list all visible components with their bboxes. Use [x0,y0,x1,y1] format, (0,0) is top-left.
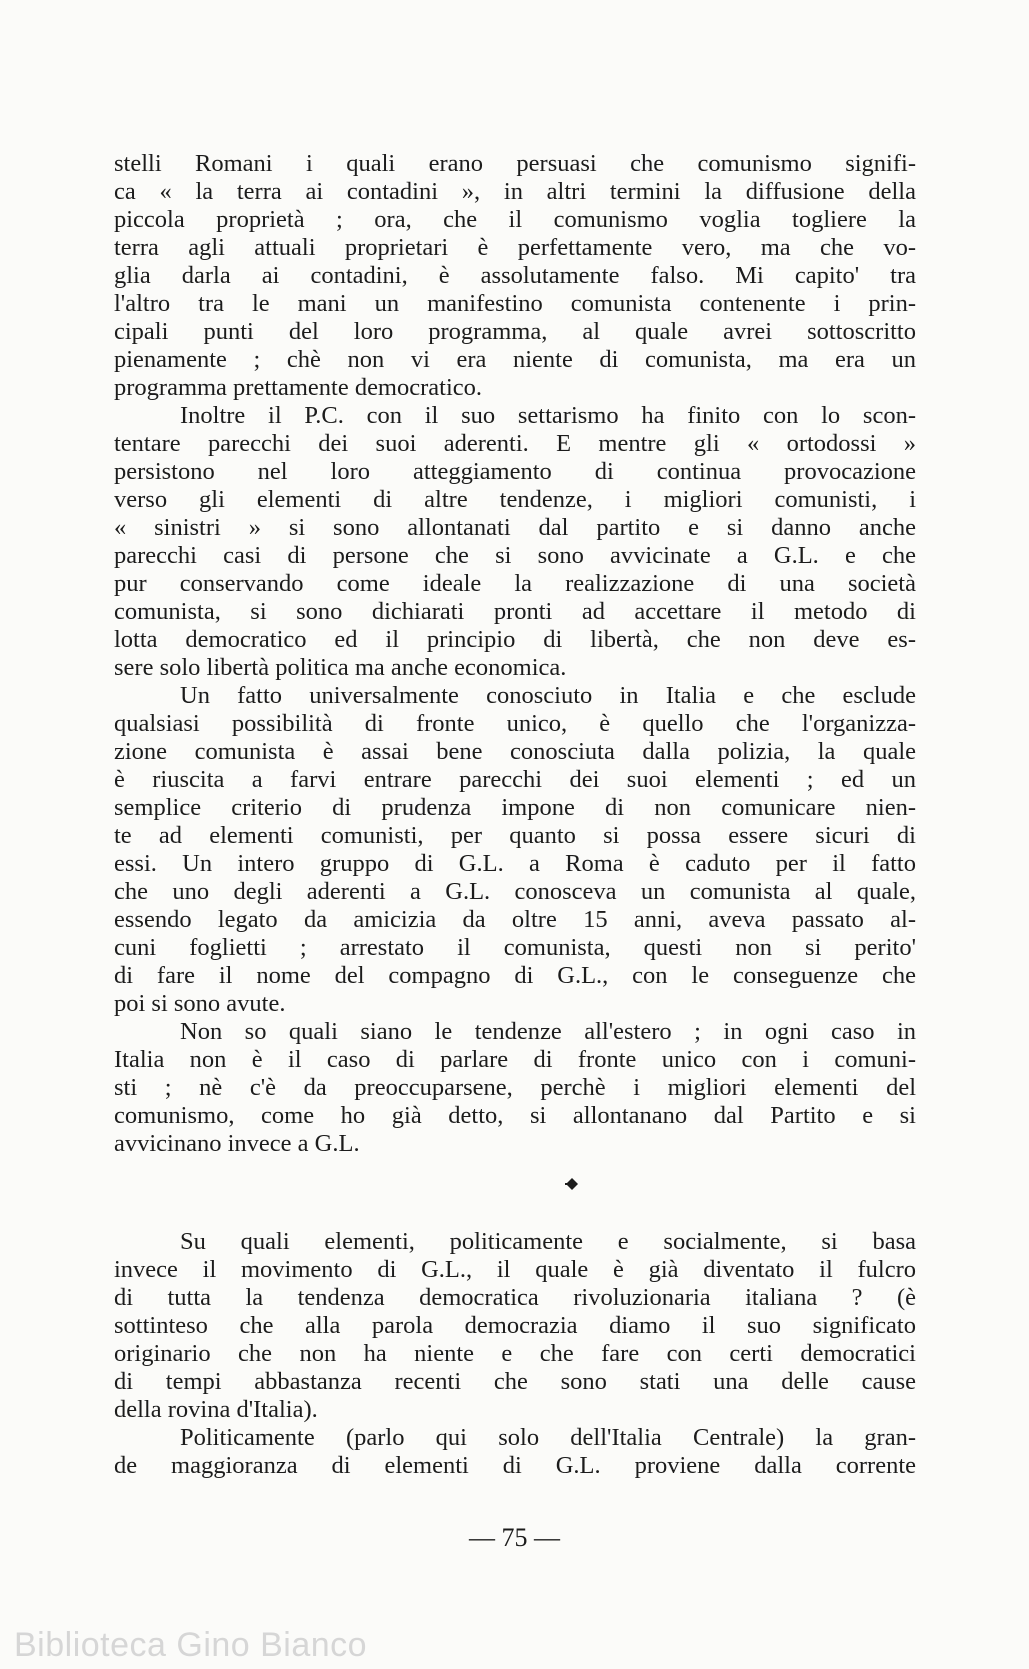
page-number: — 75 — [469,1523,560,1552]
text-line: di tempi abbastanza recenti che sono stati una delle cause [114,1368,916,1395]
text-section-1 [114,150,916,1018]
watermark: Biblioteca Gino Bianco [14,1626,368,1664]
text-line: comunista, si sono dichiarati pronti ad accettare il metodo di [114,598,916,625]
text-line: sottinteso che alla parola democrazia diamo il suo significato [114,1312,916,1339]
text-line: pur conservando come ideale la realizzazione di una società [114,570,916,597]
text-line: persistono nel loro atteggiamento di continua provocazione [114,458,916,485]
text-line: Non so quali siano le tendenze all'estero ; in ogni caso in [180,1018,916,1045]
text-line: terra agli attuali proprietari è perfettamente vero, ma che vo- [114,234,916,261]
text-line: di tutta la tendenza democratica rivoluzionaria italiana ? (è [114,1284,916,1311]
text-line: lotta democratico ed il principio di libertà, che non deve es- [114,626,916,653]
text-line: zione comunista è assai bene conosciuta dalla polizia, la quale [114,738,916,765]
text-line: essi. Un intero gruppo di G.L. a Roma è caduto per il fatto [114,850,916,877]
text-line: cipali punti del loro programma, al quale avrei sottoscritto [114,318,916,345]
text-line: te ad elementi comunisti, per quanto si possa essere sicuri di [114,822,916,849]
text-line: della rovina d'Italia). [114,1396,318,1423]
text-line: « sinistri » si sono allontanati dal partito e si danno anche [114,514,916,541]
text-line: parecchi casi di persone che si sono avvicinate a G.L. e che [114,542,916,569]
text-line: cuni foglietti ; arrestato il comunista, questi non si perito' [114,934,916,961]
text-line: invece il movimento di G.L., il quale è già diventato il fulcro [114,1256,916,1283]
text-section-2 [114,1018,916,1158]
text-line: originario che non ha niente e che fare con certi democratici [114,1340,916,1367]
text-line: che uno degli aderenti a G.L. conosceva un comunista al quale, [114,878,916,905]
text-line: Un fatto universalmente conosciuto in Italia e che esclude [180,682,916,709]
text-line: ca « la terra ai contadini », in altri termini la diffusione della [114,178,916,205]
text-section-3 [114,1228,916,1480]
text-line: essendo legato da amicizia da oltre 15 anni, aveva passato al- [114,906,916,933]
text-line: piccola proprietà ; ora, che il comunismo voglia togliere la [114,206,916,233]
text-line: glia darla ai contadini, è assolutamente falso. Mi capito' tra [114,262,916,289]
text-line: qualsiasi possibilità di fronte unico, è quello che l'organizza- [114,710,916,737]
text-line: stelli Romani i quali erano persuasi che comunismo signifi- [114,150,916,177]
text-line: pienamente ; chè non vi era niente di comunista, ma era un [114,346,916,373]
text-line: l'altro tra le mani un manifestino comunista contenente i prin- [114,290,916,317]
text-line: verso gli elementi di altre tendenze, i migliori comunisti, i [114,486,916,513]
text-line: semplice criterio di prudenza impone di non comunicare nien- [114,794,916,821]
text-line: de maggioranza di elementi di G.L. proviene dalla corrente [114,1452,916,1479]
text-line: comunismo, come ho già detto, si allontanano dal Partito e si [114,1102,916,1129]
text-line: poi si sono avute. [114,990,286,1017]
text-line: Su quali elementi, politicamente e socialmente, si basa [180,1228,916,1255]
text-line: Italia non è il caso di parlare di fronte unico con i comuni- [114,1046,916,1073]
diamond-arrow-icon [565,1177,579,1191]
text-line: Inoltre il P.C. con il suo settarismo ha finito con lo scon- [180,402,916,429]
text-line: di fare il nome del compagno di G.L., con le conseguenze che [114,962,916,989]
text-line: sere solo libertà politica ma anche economica. [114,654,567,681]
text-line: programma prettamente democratico. [114,374,483,401]
text-line: avvicinano invece a G.L. [114,1130,360,1157]
text-line: Politicamente (parlo qui solo dell'Italia Centrale) la gran- [180,1424,916,1451]
text-line: tentare parecchi dei suoi aderenti. E mentre gli « ortodossi » [114,430,916,457]
text-line: sti ; nè c'è da preoccuparsene, perchè i migliori elementi del [114,1074,916,1101]
text-line: è riuscita a farvi entrare parecchi dei suoi elementi ; ed un [114,766,916,793]
